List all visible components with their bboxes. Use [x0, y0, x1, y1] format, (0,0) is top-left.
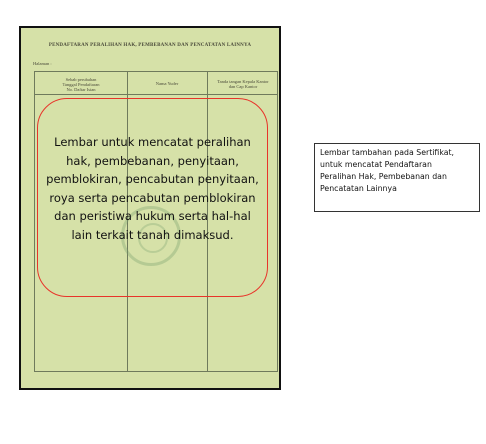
header-divider	[35, 94, 277, 95]
column-header-signature: Tanda tangan Kepala Kantor dan Cap Kantor	[217, 79, 269, 89]
note-text: Lembar tambahan pada Sertifikat, untuk mencatat Pendaftaran Peralihan Hak, Pembebanan dan Pencatatan Lainnya	[320, 148, 455, 193]
column-header-cause: Sebab perubahan Tanggal Pendaftaran No. Daftar Isian	[62, 77, 100, 92]
column-header-name: Nama Yuder	[155, 81, 179, 86]
note-box	[314, 143, 480, 212]
callout-highlight	[37, 98, 268, 297]
callout-text: Lembar untuk mencatat peralihan hak, pembebanan, penyitaan, pemblokiran, pencabutan penyitaan, roya serta pencabutan pemblokiran dan peristiwa hukum serta hal-hal lain terkait tanah dimaksud.	[46, 135, 259, 242]
page-label: Halaman :	[33, 61, 52, 66]
sheet-title: PENDAFTARAN PERALIHAN HAK, PEMBEBANAN DAN PENCATATAN LAINNYA	[48, 43, 252, 48]
